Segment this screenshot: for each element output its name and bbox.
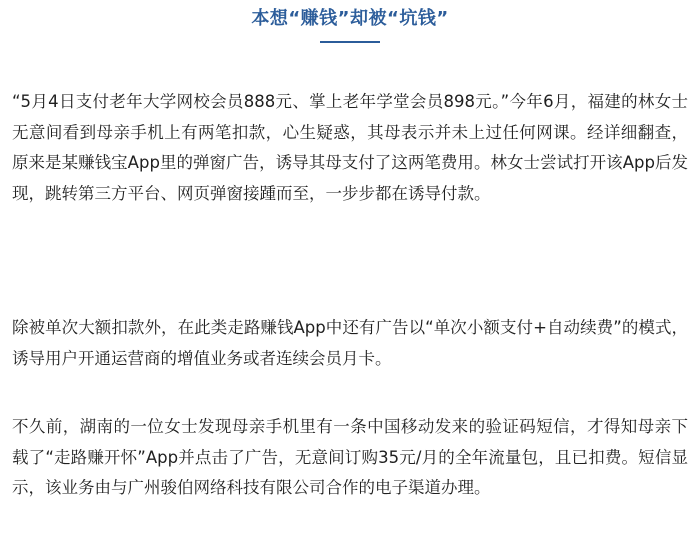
article-paragraph-3: 不久前，湖南的一位女士发现母亲手机里有一条中国移动发来的验证码短信，才得知母亲下载了“走路赚开怀”App并点击了广告，无意间订购35元/月的全年流量包，且已扣费。短信显示，该业务由与广州骏伯网络科技有限公司合作的电子渠道办理。 xyxy=(12,417,688,497)
article-paragraph-2: 除被单次大额扣款外，在此类走路赚钱App中还有广告以“单次小额支付+自动续费”的模式，诱导用户开通运营商的增值业务或者连续会员月卡。 xyxy=(12,318,688,368)
title-underline xyxy=(320,41,380,43)
article-title: 本想“赚钱”却被“坑钱” xyxy=(251,8,449,29)
article-paragraph-1: “5月4日支付老年大学网校会员888元、掌上老年学堂会员898元。”今年6月，福建的林女士无意间看到母亲手机上有两笔扣款，心生疑惑，其母表示并未上过任何网课。经详细翻查，原来是某赚钱宝App里的弹窗广告，诱导其母支付了这两笔费用。林女士尝试打开该App后发现，跳转第三方平台、网页弹窗接踵而至，一步步都在诱导付款。 xyxy=(12,92,688,203)
